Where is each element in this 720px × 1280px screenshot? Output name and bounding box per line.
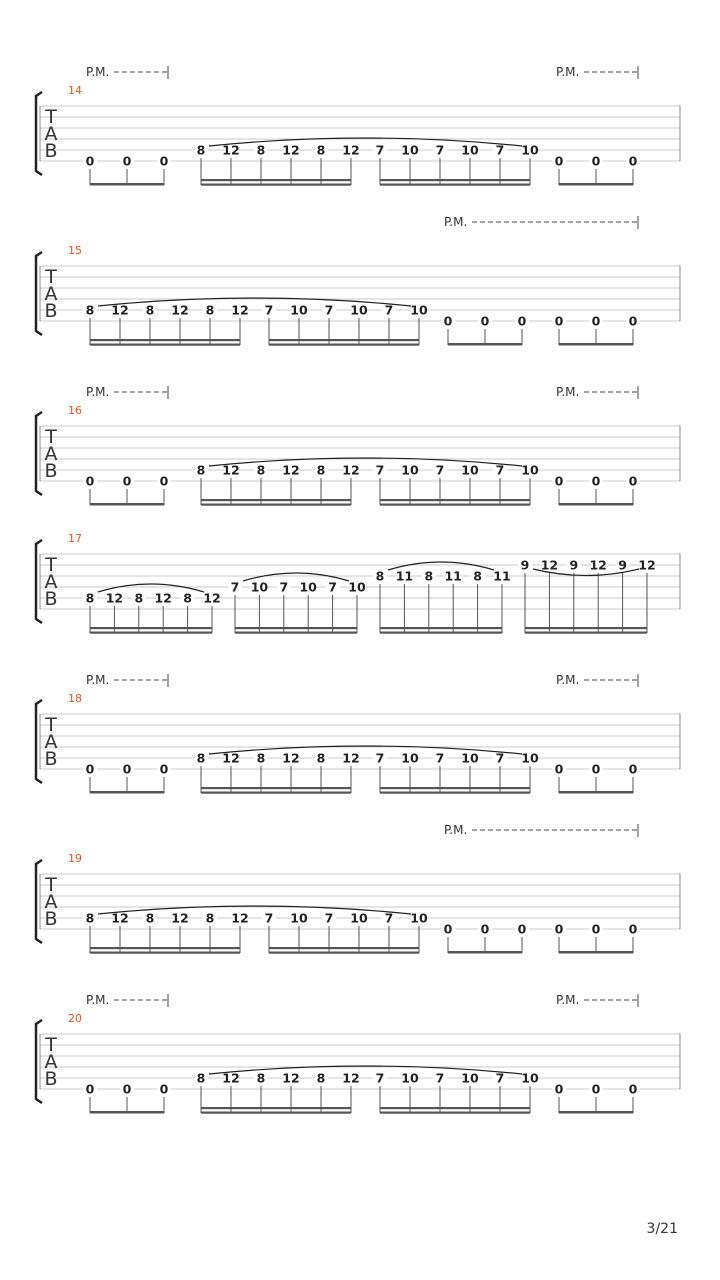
- beam-upper: [201, 179, 351, 181]
- fret-number: 12: [171, 302, 189, 318]
- beam: [559, 343, 633, 346]
- beam-upper: [380, 627, 502, 629]
- tab-clef-letter: A: [44, 283, 58, 305]
- tab-clef-letter: A: [44, 1051, 58, 1073]
- fret-number: 7: [230, 579, 240, 595]
- palm-mute-label: P.M.: [86, 993, 110, 1007]
- fret-number: 0: [628, 473, 638, 489]
- fret-number: 0: [159, 473, 169, 489]
- fret-number: 8: [256, 750, 266, 766]
- fret-number: 9: [520, 557, 530, 573]
- fret-number: 8: [145, 302, 155, 318]
- fret-number: 0: [554, 313, 564, 329]
- fret-number: 7: [495, 750, 505, 766]
- beat-group: [262, 911, 428, 954]
- fret-number: 12: [222, 750, 240, 766]
- fret-number: 7: [279, 579, 289, 595]
- fret-number: 10: [521, 462, 539, 478]
- fret-number: 10: [290, 302, 308, 318]
- fret-number: 0: [85, 473, 95, 489]
- fret-number: 10: [521, 142, 539, 158]
- fret-number: 12: [222, 1070, 240, 1086]
- beam: [90, 183, 164, 186]
- beam-upper: [201, 1107, 351, 1109]
- fret-number: 11: [395, 568, 414, 584]
- fret-number: 8: [424, 568, 434, 584]
- beam-lower: [380, 184, 530, 186]
- beam: [559, 1111, 633, 1114]
- system-bracket: [36, 412, 42, 495]
- fret-number: 10: [401, 1070, 419, 1086]
- beat-group: [552, 154, 640, 186]
- measure-number: 20: [68, 1012, 82, 1025]
- fret-number: 8: [375, 568, 385, 584]
- fret-number: 0: [443, 921, 453, 937]
- fret-number: 10: [461, 750, 479, 766]
- beam: [559, 183, 633, 186]
- fret-number: 7: [435, 462, 445, 478]
- palm-mute-label: P.M.: [86, 385, 110, 399]
- measure-number: 16: [68, 404, 82, 417]
- beam-lower: [201, 184, 351, 186]
- fret-number: 12: [589, 557, 607, 573]
- beam-lower: [90, 952, 240, 954]
- fret-number: 9: [569, 557, 579, 573]
- beat-group: [194, 751, 360, 794]
- beat-group: [194, 463, 360, 506]
- tab-clef-letter: B: [44, 748, 58, 770]
- beam-upper: [380, 787, 530, 789]
- fret-number: 12: [154, 590, 172, 606]
- fret-number: 8: [196, 142, 206, 158]
- beat-group: [552, 922, 640, 954]
- beam-upper: [269, 339, 419, 341]
- fret-number: 10: [350, 910, 368, 926]
- tab-clef-letter: B: [44, 1068, 58, 1090]
- fret-number: 0: [591, 313, 601, 329]
- palm-mute-label: P.M.: [444, 823, 468, 837]
- fret-number: 12: [282, 462, 300, 478]
- fret-number: 8: [85, 910, 95, 926]
- system-bracket: [36, 700, 42, 783]
- beam: [448, 343, 522, 346]
- fret-number: 7: [375, 142, 385, 158]
- fret-number: 10: [521, 1070, 539, 1086]
- tab-clef-letter: T: [45, 874, 57, 896]
- beam: [90, 503, 164, 506]
- fret-number: 7: [264, 910, 274, 926]
- page-indicator: 3/21: [646, 1221, 678, 1237]
- fret-number: 0: [85, 1081, 95, 1097]
- fret-number: 12: [171, 910, 189, 926]
- beam-upper: [90, 339, 240, 341]
- fret-number: 7: [324, 910, 334, 926]
- fret-number: 7: [375, 1070, 385, 1086]
- fret-number: 0: [85, 153, 95, 169]
- fret-number: 10: [290, 910, 308, 926]
- fret-number: 10: [401, 750, 419, 766]
- fret-number: 12: [203, 590, 221, 606]
- fret-number: 8: [473, 568, 482, 584]
- fret-number: 10: [521, 750, 539, 766]
- fret-number: 0: [159, 761, 169, 777]
- fret-number: 8: [196, 462, 206, 478]
- tab-clef-letter: T: [45, 426, 57, 448]
- fret-number: 0: [554, 1081, 564, 1097]
- beam-lower: [201, 504, 351, 506]
- beam-upper: [380, 1107, 530, 1109]
- tab-system: [36, 993, 680, 1114]
- beam-upper: [90, 947, 240, 949]
- fret-number: 0: [554, 761, 564, 777]
- tab-clef-letter: B: [44, 140, 58, 162]
- fret-number: 12: [231, 910, 249, 926]
- beam-upper: [201, 499, 351, 501]
- beam: [448, 951, 522, 954]
- fret-number: 12: [282, 750, 300, 766]
- fret-number: 10: [348, 579, 366, 595]
- system-bracket: [36, 252, 42, 335]
- tab-clef-letter: A: [44, 891, 58, 913]
- fret-number: 0: [554, 921, 564, 937]
- fret-number: 0: [517, 921, 527, 937]
- fret-number: 10: [461, 1070, 479, 1086]
- tab-clef-letter: B: [44, 588, 58, 610]
- beat-group: [83, 911, 249, 954]
- fret-number: 8: [85, 590, 95, 606]
- tab-clef-letter: T: [45, 106, 57, 128]
- fret-number: 12: [342, 1070, 360, 1086]
- fret-number: 11: [444, 568, 462, 584]
- fret-number: 12: [111, 302, 129, 318]
- beam-lower: [380, 504, 530, 506]
- tab-clef-letter: B: [44, 300, 58, 322]
- fret-number: 0: [591, 473, 601, 489]
- palm-mute-label: P.M.: [556, 673, 580, 687]
- beat-group: [441, 314, 529, 346]
- palm-mute-label: P.M.: [86, 673, 110, 687]
- fret-number: 10: [299, 579, 317, 595]
- tab-system: [36, 823, 680, 954]
- fret-number: 7: [384, 302, 394, 318]
- beam-upper: [90, 627, 212, 629]
- beat-group: [373, 1071, 539, 1114]
- fret-number: 0: [591, 921, 601, 937]
- fret-number: 10: [250, 579, 269, 595]
- palm-mute-label: P.M.: [86, 65, 110, 79]
- fret-number: 0: [591, 1081, 601, 1097]
- beam: [559, 951, 633, 954]
- fret-number: 10: [401, 142, 419, 158]
- fret-number: 12: [342, 750, 360, 766]
- measure-number: 17: [68, 532, 82, 545]
- measure-number: 19: [68, 852, 82, 865]
- fret-number: 12: [111, 910, 129, 926]
- fret-number: 7: [495, 142, 505, 158]
- fret-number: 7: [375, 462, 385, 478]
- beat-group: [228, 573, 366, 634]
- tab-clef-letter: A: [44, 443, 58, 465]
- fret-number: 7: [435, 142, 445, 158]
- beat-group: [83, 154, 171, 186]
- fret-number: 7: [495, 462, 505, 478]
- beam-lower: [235, 632, 357, 634]
- fret-number: 12: [105, 590, 124, 606]
- fret-number: 0: [628, 761, 638, 777]
- beat-group: [83, 303, 249, 346]
- fret-number: 10: [410, 302, 428, 318]
- beam-lower: [201, 792, 351, 794]
- palm-mute-label: P.M.: [556, 993, 580, 1007]
- beam-lower: [380, 632, 502, 634]
- fret-number: 8: [134, 590, 144, 606]
- beat-group: [552, 762, 640, 794]
- fret-number: 10: [461, 462, 479, 478]
- fret-number: 8: [316, 1070, 326, 1086]
- fret-number: 8: [256, 462, 266, 478]
- fret-number: 7: [328, 579, 337, 595]
- fret-number: 0: [122, 153, 132, 169]
- fret-number: 8: [316, 142, 326, 158]
- fret-number: 0: [591, 761, 601, 777]
- beam-upper: [525, 627, 647, 629]
- fret-number: 0: [628, 313, 638, 329]
- beat-group: [83, 1082, 171, 1114]
- beam-lower: [90, 344, 240, 346]
- fret-number: 8: [205, 910, 215, 926]
- fret-number: 8: [183, 590, 192, 606]
- fret-number: 12: [222, 462, 240, 478]
- fret-number: 12: [282, 142, 300, 158]
- beam-lower: [269, 344, 419, 346]
- fret-number: 9: [618, 557, 627, 573]
- tab-system: [36, 532, 680, 634]
- beam-lower: [90, 632, 212, 634]
- palm-mute-label: P.M.: [556, 65, 580, 79]
- fret-number: 0: [628, 1081, 638, 1097]
- fret-number: 7: [375, 750, 385, 766]
- fret-number: 0: [554, 473, 564, 489]
- beat-group: [262, 303, 428, 346]
- beam-upper: [380, 179, 530, 181]
- beam-lower: [525, 632, 647, 634]
- fret-number: 8: [256, 142, 266, 158]
- fret-number: 0: [122, 761, 132, 777]
- beam-lower: [269, 952, 419, 954]
- beam: [559, 503, 633, 506]
- fret-number: 8: [256, 1070, 266, 1086]
- beat-group: [552, 474, 640, 506]
- fret-number: 8: [316, 750, 326, 766]
- fret-number: 0: [159, 1081, 169, 1097]
- tab-clef-letter: T: [45, 554, 57, 576]
- system-bracket: [36, 1020, 42, 1103]
- tab-system: [36, 65, 680, 186]
- beam: [559, 791, 633, 794]
- fret-number: 11: [493, 568, 511, 584]
- beam-upper: [201, 787, 351, 789]
- fret-number: 0: [517, 313, 527, 329]
- fret-number: 7: [264, 302, 274, 318]
- beat-group: [373, 463, 539, 506]
- tab-system: [36, 385, 680, 506]
- fret-number: 8: [205, 302, 215, 318]
- fret-number: 7: [324, 302, 334, 318]
- fret-number: 0: [122, 1081, 132, 1097]
- fret-number: 8: [85, 302, 95, 318]
- beat-group: [552, 1082, 640, 1114]
- fret-number: 7: [435, 750, 445, 766]
- fret-number: 0: [85, 761, 95, 777]
- tab-clef-letter: A: [44, 123, 58, 145]
- fret-number: 8: [196, 1070, 206, 1086]
- fret-number: 0: [443, 313, 453, 329]
- beam-upper: [380, 499, 530, 501]
- fret-number: 7: [495, 1070, 505, 1086]
- system-bracket: [36, 860, 42, 943]
- palm-mute-label: P.M.: [444, 215, 468, 229]
- system-bracket: [36, 540, 42, 623]
- fret-number: 0: [122, 473, 132, 489]
- tab-clef-letter: T: [45, 714, 57, 736]
- beat-group: [194, 1071, 360, 1114]
- fret-number: 12: [282, 1070, 300, 1086]
- tab-clef-letter: T: [45, 266, 57, 288]
- beam-lower: [380, 792, 530, 794]
- fret-number: 7: [384, 910, 394, 926]
- fret-number: 0: [159, 153, 169, 169]
- fret-number: 0: [554, 153, 564, 169]
- beat-group: [552, 314, 640, 346]
- tab-system: [36, 215, 680, 346]
- fret-number: 0: [591, 153, 601, 169]
- beat-group: [518, 558, 656, 634]
- beat-group: [441, 922, 529, 954]
- beat-group: [373, 143, 539, 186]
- beam-lower: [380, 1112, 530, 1114]
- fret-number: 12: [342, 142, 360, 158]
- fret-number: 12: [540, 557, 559, 573]
- fret-number: 10: [461, 142, 479, 158]
- fret-number: 0: [628, 153, 638, 169]
- fret-number: 0: [628, 921, 638, 937]
- fret-number: 8: [316, 462, 326, 478]
- tab-clef-letter: B: [44, 460, 58, 482]
- beam-lower: [201, 1112, 351, 1114]
- fret-number: 8: [145, 910, 155, 926]
- tab-clef-letter: A: [44, 731, 58, 753]
- fret-number: 12: [638, 557, 656, 573]
- beam: [90, 1111, 164, 1114]
- tab-clef-letter: B: [44, 908, 58, 930]
- measure-number: 14: [68, 84, 82, 97]
- measure-number: 18: [68, 692, 82, 705]
- beat-group: [83, 474, 171, 506]
- fret-number: 0: [480, 313, 490, 329]
- system-bracket: [36, 92, 42, 175]
- fret-number: 12: [231, 302, 249, 318]
- fret-number: 12: [222, 142, 240, 158]
- measure-number: 15: [68, 244, 82, 257]
- palm-mute-label: P.M.: [556, 385, 580, 399]
- fret-number: 10: [410, 910, 428, 926]
- beat-group: [194, 143, 360, 186]
- fret-number: 10: [401, 462, 419, 478]
- fret-number: 7: [435, 1070, 445, 1086]
- tab-clef-letter: A: [44, 571, 58, 593]
- tab-clef-letter: T: [45, 1034, 57, 1056]
- fret-number: 12: [342, 462, 360, 478]
- beat-group: [373, 751, 539, 794]
- fret-number: 0: [480, 921, 490, 937]
- beam-upper: [235, 627, 357, 629]
- tab-system: [36, 673, 680, 794]
- fret-number: 8: [196, 750, 206, 766]
- fret-number: 10: [350, 302, 368, 318]
- beat-group: [83, 762, 171, 794]
- beam: [90, 791, 164, 794]
- beam-upper: [269, 947, 419, 949]
